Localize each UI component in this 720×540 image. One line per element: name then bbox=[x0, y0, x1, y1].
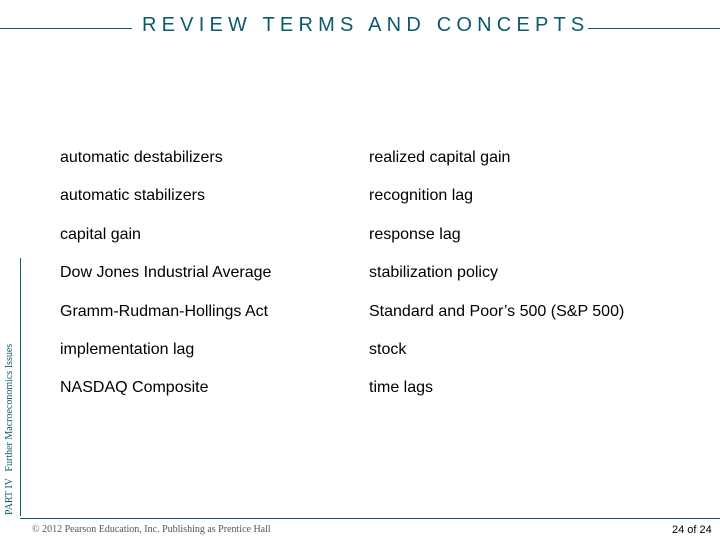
term-item: Standard and Poor’s 500 (S&P 500) bbox=[369, 303, 625, 320]
term-item: implementation lag bbox=[60, 341, 195, 358]
page-number: 24 of 24 bbox=[672, 524, 712, 536]
copyright-notice: © 2012 Pearson Education, Inc. Publishing as Prentice Hall bbox=[32, 524, 271, 535]
side-label-part: PART IV bbox=[4, 478, 15, 515]
term-item: stabilization policy bbox=[369, 264, 498, 281]
term-item: realized capital gain bbox=[369, 149, 511, 166]
term-item: Dow Jones Industrial Average bbox=[60, 264, 272, 281]
header-rule-left bbox=[0, 28, 132, 29]
slide-header bbox=[0, 14, 720, 42]
term-item: automatic destabilizers bbox=[60, 149, 223, 166]
term-item: Gramm-Rudman-Hollings Act bbox=[60, 303, 269, 320]
side-label bbox=[4, 344, 15, 515]
term-item: NASDAQ Composite bbox=[60, 379, 209, 396]
term-item: automatic stabilizers bbox=[60, 187, 205, 204]
side-divider bbox=[20, 258, 21, 516]
term-item: stock bbox=[369, 341, 407, 358]
header-rule-right bbox=[588, 28, 720, 29]
term-item: response lag bbox=[369, 226, 461, 243]
term-item: time lags bbox=[369, 379, 434, 396]
slide-title: REVIEW TERMS AND CONCEPTS bbox=[142, 14, 590, 36]
term-item: recognition lag bbox=[369, 187, 474, 204]
side-label-topic: Further Macroeconomics Issues bbox=[4, 343, 15, 472]
term-item: capital gain bbox=[60, 226, 141, 243]
footer-rule bbox=[20, 518, 720, 519]
